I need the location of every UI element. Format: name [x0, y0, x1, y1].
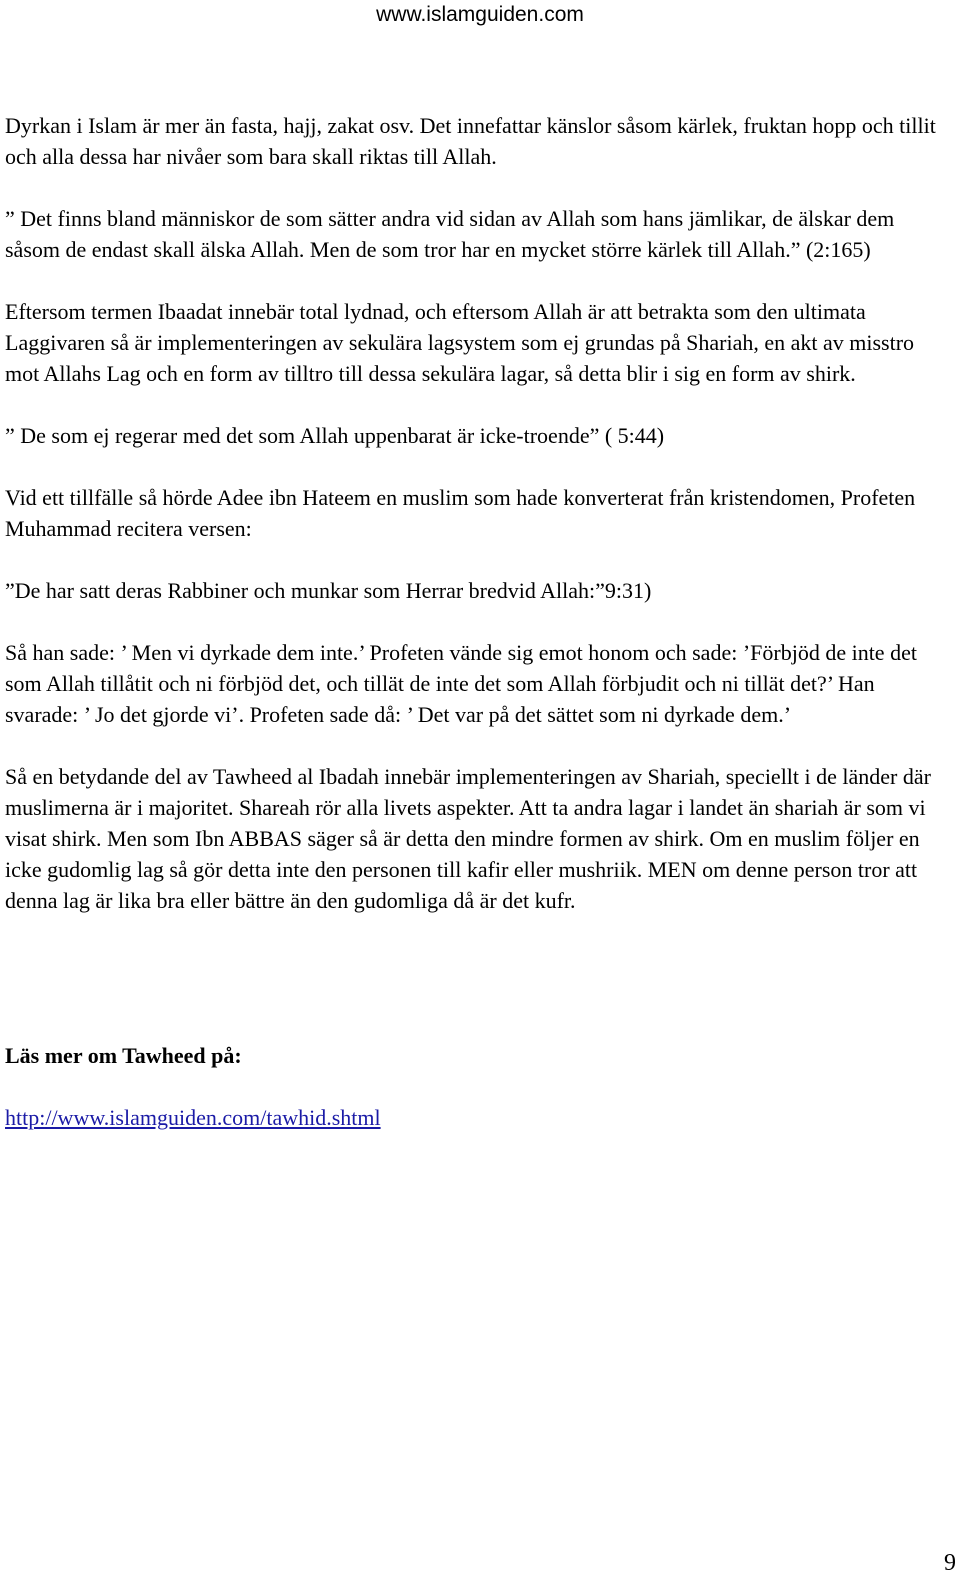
paragraph-adee-ibn-hateem: Vid ett tillfälle så hörde Adee ibn Hateem en muslim som hade konverterat från kristendomen, Profeten Muhammad recitera versen: [5, 485, 916, 541]
paragraph-quote-9-31: ”De har satt deras Rabbiner och munkar som Herrar bredvid Allah:”9:31) [5, 578, 652, 603]
paragraph-ibaadat: Eftersom termen Ibaadat innebär total lydnad, och eftersom Allah är att betrakta som den ultimata Laggivaren så är implementeringen av sekulära lagsystem som ej grundas på Shariah, en akt av misstro mot Allahs Lag och en form av tilltro till dessa sekulära lagar, så detta blir i sig en form av shirk. [5, 299, 915, 386]
page-number: 9 [944, 1550, 956, 1576]
read-more-heading: Läs mer om Tawheed på: [5, 1043, 242, 1068]
section-spacer [5, 947, 953, 1040]
paragraph-tawheed-al-ibadah: Så en betydande del av Tawheed al Ibadah innebär implementeringen av Shariah, speciellt i de länder där muslimerna är i majoritet. Shareah rör alla livets aspekter. Att ta andra lagar i landet än shariah är som vi visat shirk. Men som Ibn ABBAS säger så är detta den mindre formen av shirk. Om en muslim följer en icke gudomlig lag så gör detta inte den personen till kafir eller mushriik. MEN om denne person tror att denna lag är lika bra eller bättre än den gudomliga då är det kufr. [5, 764, 931, 913]
page-header-site: www.islamguiden.com [376, 3, 584, 26]
paragraph-worship-intro: Dyrkan i Islam är mer än fasta, hajj, zakat osv. Det innefattar känslor såsom kärlek, fruktan hopp och tillit och alla dessa har nivåer som bara skall riktas till Allah. [5, 113, 936, 169]
tawhid-link[interactable]: http://www.islamguiden.com/tawhid.shtml [5, 1105, 381, 1130]
paragraph-quote-2-165: ” Det finns bland människor de som sätter andra vid sidan av Allah som hans jämlikar, de älskar dem såsom de endast skall älska Allah. Men de som tror har en mycket större kärlek till Allah.” (2:165) [5, 206, 895, 262]
paragraph-quote-5-44: ” De som ej regerar med det som Allah uppenbarat är icke-troende” ( 5:44) [5, 423, 665, 448]
document-body [5, 110, 953, 1133]
paragraph-dialogue: Så han sade: ’ Men vi dyrkade dem inte.’ Profeten vände sig emot honom och sade: ’Förbjöd de inte det som Allah tillåtit och ni förbjöd det, och tillät de inte det som Allah förbjudit och ni tillät det?’ Han svarade: ’ Jo det gjorde vi’. Profeten sade då: ’ Det var på det sättet som ni dyrkade dem.’ [5, 640, 917, 727]
